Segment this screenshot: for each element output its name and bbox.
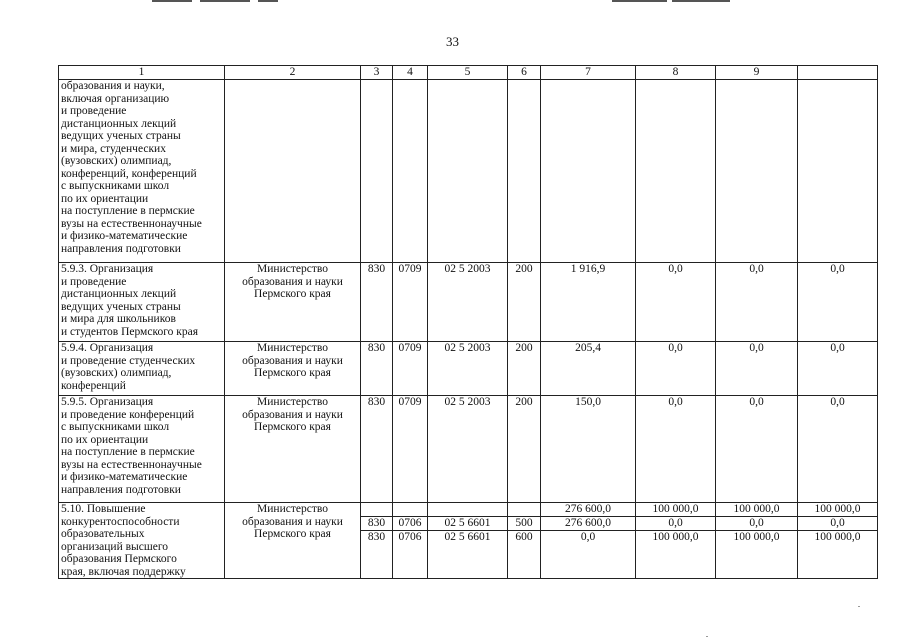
scan-speck: [706, 636, 708, 637]
block-line-1-value-8: 100 000,0: [636, 503, 716, 517]
block-line-2-target: 02 5 6601: [428, 517, 508, 531]
block-line-2-grbs: 830: [361, 517, 393, 531]
block-line-3-section: 0706: [393, 531, 428, 579]
scan-speck: [858, 606, 860, 607]
block-name: 5.10. Повышение конкурентоспособности образовательных организаций высшего образования Пермского края, включая поддержку: [59, 503, 225, 579]
row-code-grbs: 830: [361, 342, 393, 396]
block-ministry: Министерство образования и науки Пермского края: [225, 503, 361, 579]
row-value-7: 205,4: [541, 342, 636, 396]
row-code-section: 0709: [393, 396, 428, 503]
row-value-8: 0,0: [636, 396, 716, 503]
scan-top-marks: [0, 0, 905, 4]
block-line-3-grbs: 830: [361, 531, 393, 579]
table-row: [59, 342, 878, 396]
header-cell-9: 9: [716, 66, 798, 80]
row-value-10: 0,0: [798, 263, 878, 342]
block-line-2-value-7: 276 600,0: [541, 517, 636, 531]
row-code-grbs: 830: [361, 263, 393, 342]
block-line-1-section: [393, 503, 428, 517]
header-cell-1: 1: [59, 66, 225, 80]
row-code-target: 02 5 2003: [428, 263, 508, 342]
header-cell-3: 3: [361, 66, 393, 80]
header-cell-5: 5: [428, 66, 508, 80]
row-code-target: 02 5 2003: [428, 396, 508, 503]
block-line-2-type: 500: [508, 517, 541, 531]
row-name: 5.9.4. Организация и проведение студенческих (вузовских) олимпиад, конференций: [59, 342, 225, 396]
block-line-3-value-10: 100 000,0: [798, 531, 878, 579]
row-name: 5.9.3. Организация и проведение дистанционных лекций ведущих ученых страны и мира для школьников и студентов Пермского края: [59, 263, 225, 342]
table-row: [59, 396, 878, 503]
row-value-10: 0,0: [798, 396, 878, 503]
row-code-type: 200: [508, 342, 541, 396]
row-value-8: 0,0: [636, 263, 716, 342]
block-line-3-value-9: 100 000,0: [716, 531, 798, 579]
block-line-1-value-7: 276 600,0: [541, 503, 636, 517]
header-cell-2: 2: [225, 66, 361, 80]
row-value-9: 0,0: [716, 396, 798, 503]
row-code-section: 0709: [393, 263, 428, 342]
row-code-grbs: 830: [361, 396, 393, 503]
row-value-10: 0,0: [798, 342, 878, 396]
row-code-type: 200: [508, 396, 541, 503]
row-value-9: 0,0: [716, 342, 798, 396]
block-line-1-target: [428, 503, 508, 517]
budget-table: [58, 65, 878, 579]
row-code-type: 200: [508, 263, 541, 342]
row-code-target: 02 5 2003: [428, 342, 508, 396]
header-cell-8: 8: [636, 66, 716, 80]
row-code-section: 0709: [393, 342, 428, 396]
header-cell-4: 4: [393, 66, 428, 80]
block-line-2-value-10: 0,0: [798, 517, 878, 531]
block-line-2-value-8: 0,0: [636, 517, 716, 531]
block-line-1-grbs: [361, 503, 393, 517]
table-header-row: [59, 66, 878, 80]
header-cell-10: [798, 66, 878, 80]
block-line-3-value-8: 100 000,0: [636, 531, 716, 579]
block-line-3-target: 02 5 6601: [428, 531, 508, 579]
block-line-3-value-7: 0,0: [541, 531, 636, 579]
row-name: 5.9.5. Организация и проведение конференций с выпускниками школ по их ориентации на поступление в пермские вузы на естественнонаучные и физико-математические направления подготовки: [59, 396, 225, 503]
header-cell-6: 6: [508, 66, 541, 80]
block-line-1-value-9: 100 000,0: [716, 503, 798, 517]
row-value-9: 0,0: [716, 263, 798, 342]
header-cell-7: 7: [541, 66, 636, 80]
table-row: [59, 80, 878, 263]
table-row: [59, 503, 878, 517]
row-ministry: Министерство образования и науки Пермского края: [225, 396, 361, 503]
table-row: [59, 263, 878, 342]
row-ministry: Министерство образования и науки Пермского края: [225, 342, 361, 396]
block-line-2-value-9: 0,0: [716, 517, 798, 531]
row-value-7: 1 916,9: [541, 263, 636, 342]
continuation-cell: образования и науки, включая организацию и проведение дистанционных лекций ведущих ученых страны и мира, студенческих (вузовских) олимпиад, конференций, конференций с выпускниками школ по их ориентации на поступление в пермские вузы на естественнонаучные и физико-математические направления подготовки: [59, 80, 225, 263]
row-value-7: 150,0: [541, 396, 636, 503]
row-value-8: 0,0: [636, 342, 716, 396]
row-ministry: Министерство образования и науки Пермского края: [225, 263, 361, 342]
block-line-1-value-10: 100 000,0: [798, 503, 878, 517]
block-line-3-type: 600: [508, 531, 541, 579]
block-line-1-type: [508, 503, 541, 517]
block-line-2-section: 0706: [393, 517, 428, 531]
page-number: 33: [446, 34, 459, 49]
